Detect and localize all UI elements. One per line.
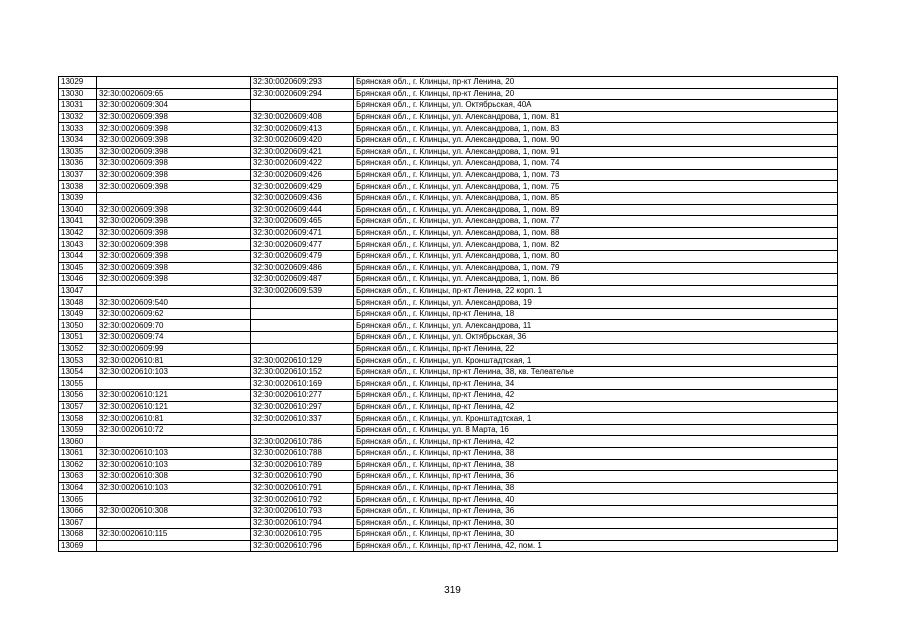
record-number-cell: 13061	[59, 448, 97, 460]
cadastral-number-cell: 32:30:0020610:792	[251, 494, 354, 506]
address-cell: Брянская обл., г. Клинцы, ул. Октябрьская, 36	[354, 332, 838, 344]
record-number-cell: 13049	[59, 308, 97, 320]
table-row	[59, 459, 838, 471]
cadastral-number-cell: 32:30:0020610:337	[251, 413, 354, 425]
address-cell: Брянская обл., г. Клинцы, пр-кт Ленина, 42	[354, 390, 838, 402]
address-cell: Брянская обл., г. Клинцы, ул. Александрова, 1, пом. 79	[354, 262, 838, 274]
table-row	[59, 517, 838, 529]
record-number-cell: 13039	[59, 192, 97, 204]
parent-cadastral-number-cell: 32:30:0020609:398	[97, 146, 251, 158]
record-number-cell: 13044	[59, 250, 97, 262]
parent-cadastral-number-cell: 32:30:0020609:70	[97, 320, 251, 332]
record-number-cell: 13043	[59, 239, 97, 251]
table-row	[59, 134, 838, 146]
record-number-cell: 13062	[59, 459, 97, 471]
parent-cadastral-number-cell: 32:30:0020610:308	[97, 471, 251, 483]
cadastral-number-cell: 32:30:0020610:169	[251, 378, 354, 390]
parent-cadastral-number-cell: 32:30:0020609:65	[97, 88, 251, 100]
parent-cadastral-number-cell: 32:30:0020610:72	[97, 424, 251, 436]
page-number: 319	[444, 585, 461, 596]
address-cell: Брянская обл., г. Клинцы, ул. Александрова, 1, пом. 90	[354, 134, 838, 146]
address-cell: Брянская обл., г. Клинцы, пр-кт Ленина, 30	[354, 517, 838, 529]
table-row	[59, 540, 838, 552]
table-row	[59, 111, 838, 123]
parent-cadastral-number-cell: 32:30:0020609:398	[97, 111, 251, 123]
record-number-cell: 13066	[59, 505, 97, 517]
table-row	[59, 158, 838, 170]
address-cell: Брянская обл., г. Клинцы, пр-кт Ленина, 40	[354, 494, 838, 506]
address-cell: Брянская обл., г. Клинцы, ул. Александрова, 1, пом. 77	[354, 216, 838, 228]
table-row	[59, 88, 838, 100]
parent-cadastral-number-cell	[97, 540, 251, 552]
parent-cadastral-number-cell: 32:30:0020610:308	[97, 505, 251, 517]
record-number-cell: 13069	[59, 540, 97, 552]
record-number-cell: 13029	[59, 77, 97, 89]
cadastral-number-cell	[251, 424, 354, 436]
cadastral-number-cell: 32:30:0020610:788	[251, 448, 354, 460]
parent-cadastral-number-cell	[97, 192, 251, 204]
address-cell: Брянская обл., г. Клинцы, пр-кт Ленина, 42	[354, 401, 838, 413]
cadastral-number-cell: 32:30:0020609:408	[251, 111, 354, 123]
address-cell: Брянская обл., г. Клинцы, ул. Александрова, 1, пом. 83	[354, 123, 838, 135]
property-registry-table	[58, 76, 838, 552]
table-row	[59, 332, 838, 344]
record-number-cell: 13036	[59, 158, 97, 170]
record-number-cell: 13068	[59, 529, 97, 541]
table-row	[59, 285, 838, 297]
parent-cadastral-number-cell: 32:30:0020609:398	[97, 216, 251, 228]
parent-cadastral-number-cell: 32:30:0020609:398	[97, 204, 251, 216]
address-cell: Брянская обл., г. Клинцы, ул. Кронштадтская, 1	[354, 355, 838, 367]
parent-cadastral-number-cell: 32:30:0020609:398	[97, 239, 251, 251]
parent-cadastral-number-cell: 32:30:0020610:103	[97, 482, 251, 494]
table-row	[59, 77, 838, 89]
record-number-cell: 13051	[59, 332, 97, 344]
cadastral-number-cell: 32:30:0020609:429	[251, 181, 354, 193]
cadastral-number-cell	[251, 100, 354, 112]
parent-cadastral-number-cell: 32:30:0020609:398	[97, 250, 251, 262]
record-number-cell: 13065	[59, 494, 97, 506]
table-row	[59, 239, 838, 251]
parent-cadastral-number-cell: 32:30:0020610:121	[97, 390, 251, 402]
address-cell: Брянская обл., г. Клинцы, ул. Кронштадтская, 1	[354, 413, 838, 425]
table-row	[59, 529, 838, 541]
record-number-cell: 13047	[59, 285, 97, 297]
address-cell: Брянская обл., г. Клинцы, пр-кт Ленина, 38	[354, 459, 838, 471]
record-number-cell: 13067	[59, 517, 97, 529]
address-cell: Брянская обл., г. Клинцы, пр-кт Ленина, 42, пом. 1	[354, 540, 838, 552]
table-row	[59, 216, 838, 228]
address-cell: Брянская обл., г. Клинцы, пр-кт Ленина, 36	[354, 505, 838, 517]
record-number-cell: 13040	[59, 204, 97, 216]
record-number-cell: 13030	[59, 88, 97, 100]
record-number-cell: 13034	[59, 134, 97, 146]
record-number-cell: 13035	[59, 146, 97, 158]
parent-cadastral-number-cell: 32:30:0020610:103	[97, 459, 251, 471]
parent-cadastral-number-cell: 32:30:0020609:99	[97, 343, 251, 355]
table-row	[59, 274, 838, 286]
address-cell: Брянская обл., г. Клинцы, ул. Александрова, 1, пом. 85	[354, 192, 838, 204]
cadastral-number-cell: 32:30:0020609:471	[251, 227, 354, 239]
cadastral-number-cell: 32:30:0020609:487	[251, 274, 354, 286]
address-cell: Брянская обл., г. Клинцы, пр-кт Ленина, 38	[354, 482, 838, 494]
address-cell: Брянская обл., г. Клинцы, ул. Александрова, 1, пом. 75	[354, 181, 838, 193]
parent-cadastral-number-cell: 32:30:0020609:304	[97, 100, 251, 112]
table-row	[59, 378, 838, 390]
table-row	[59, 146, 838, 158]
record-number-cell: 13037	[59, 169, 97, 181]
cadastral-number-cell: 32:30:0020610:152	[251, 366, 354, 378]
cadastral-number-cell	[251, 297, 354, 309]
record-number-cell: 13053	[59, 355, 97, 367]
table-row	[59, 320, 838, 332]
parent-cadastral-number-cell: 32:30:0020609:74	[97, 332, 251, 344]
cadastral-number-cell: 32:30:0020609:444	[251, 204, 354, 216]
cadastral-number-cell	[251, 320, 354, 332]
parent-cadastral-number-cell: 32:30:0020610:81	[97, 355, 251, 367]
address-cell: Брянская обл., г. Клинцы, пр-кт Ленина, 30	[354, 529, 838, 541]
parent-cadastral-number-cell: 32:30:0020609:540	[97, 297, 251, 309]
record-number-cell: 13059	[59, 424, 97, 436]
cadastral-number-cell: 32:30:0020609:479	[251, 250, 354, 262]
cadastral-number-cell	[251, 308, 354, 320]
cadastral-number-cell: 32:30:0020610:791	[251, 482, 354, 494]
table-row	[59, 204, 838, 216]
table-row	[59, 366, 838, 378]
cadastral-number-cell: 32:30:0020610:794	[251, 517, 354, 529]
record-number-cell: 13031	[59, 100, 97, 112]
address-cell: Брянская обл., г. Клинцы, ул. Александрова, 1, пом. 91	[354, 146, 838, 158]
cadastral-number-cell: 32:30:0020610:129	[251, 355, 354, 367]
address-cell: Брянская обл., г. Клинцы, пр-кт Ленина, 36	[354, 471, 838, 483]
address-cell: Брянская обл., г. Клинцы, пр-кт Ленина, 20	[354, 88, 838, 100]
record-number-cell: 13064	[59, 482, 97, 494]
cadastral-number-cell: 32:30:0020609:422	[251, 158, 354, 170]
record-number-cell: 13033	[59, 123, 97, 135]
cadastral-number-cell: 32:30:0020610:277	[251, 390, 354, 402]
address-cell: Брянская обл., г. Клинцы, пр-кт Ленина, 22 корп. 1	[354, 285, 838, 297]
cadastral-number-cell: 32:30:0020610:786	[251, 436, 354, 448]
parent-cadastral-number-cell	[97, 285, 251, 297]
record-number-cell: 13055	[59, 378, 97, 390]
record-number-cell: 13048	[59, 297, 97, 309]
record-number-cell: 13054	[59, 366, 97, 378]
record-number-cell: 13046	[59, 274, 97, 286]
parent-cadastral-number-cell: 32:30:0020610:115	[97, 529, 251, 541]
parent-cadastral-number-cell	[97, 436, 251, 448]
parent-cadastral-number-cell	[97, 517, 251, 529]
record-number-cell: 13038	[59, 181, 97, 193]
cadastral-number-cell: 32:30:0020610:297	[251, 401, 354, 413]
address-cell: Брянская обл., г. Клинцы, пр-кт Ленина, 20	[354, 77, 838, 89]
table-row	[59, 494, 838, 506]
record-number-cell: 13042	[59, 227, 97, 239]
cadastral-number-cell: 32:30:0020610:793	[251, 505, 354, 517]
record-number-cell: 13041	[59, 216, 97, 228]
address-cell: Брянская обл., г. Клинцы, пр-кт Ленина, 34	[354, 378, 838, 390]
table-row	[59, 471, 838, 483]
parent-cadastral-number-cell	[97, 494, 251, 506]
record-number-cell: 13060	[59, 436, 97, 448]
address-cell: Брянская обл., г. Клинцы, ул. Александрова, 1, пом. 81	[354, 111, 838, 123]
parent-cadastral-number-cell: 32:30:0020609:62	[97, 308, 251, 320]
parent-cadastral-number-cell: 32:30:0020610:121	[97, 401, 251, 413]
address-cell: Брянская обл., г. Клинцы, ул. Александрова, 1, пом. 88	[354, 227, 838, 239]
parent-cadastral-number-cell: 32:30:0020609:398	[97, 123, 251, 135]
cadastral-number-cell: 32:30:0020609:413	[251, 123, 354, 135]
parent-cadastral-number-cell: 32:30:0020610:103	[97, 448, 251, 460]
address-cell: Брянская обл., г. Клинцы, ул. Александрова, 1, пом. 82	[354, 239, 838, 251]
parent-cadastral-number-cell: 32:30:0020609:398	[97, 134, 251, 146]
cadastral-number-cell: 32:30:0020609:293	[251, 77, 354, 89]
record-number-cell: 13050	[59, 320, 97, 332]
table-row	[59, 448, 838, 460]
table-row	[59, 390, 838, 402]
record-number-cell: 13057	[59, 401, 97, 413]
record-number-cell: 13056	[59, 390, 97, 402]
address-cell: Брянская обл., г. Клинцы, пр-кт Ленина, 42	[354, 436, 838, 448]
cadastral-number-cell: 32:30:0020609:420	[251, 134, 354, 146]
parent-cadastral-number-cell: 32:30:0020609:398	[97, 227, 251, 239]
address-cell: Брянская обл., г. Клинцы, пр-кт Ленина, 18	[354, 308, 838, 320]
parent-cadastral-number-cell: 32:30:0020609:398	[97, 262, 251, 274]
table-row	[59, 227, 838, 239]
parent-cadastral-number-cell: 32:30:0020609:398	[97, 181, 251, 193]
table-row	[59, 413, 838, 425]
parent-cadastral-number-cell: 32:30:0020609:398	[97, 274, 251, 286]
table-row	[59, 192, 838, 204]
address-cell: Брянская обл., г. Клинцы, ул. Александрова, 1, пом. 74	[354, 158, 838, 170]
table-row	[59, 100, 838, 112]
parent-cadastral-number-cell	[97, 77, 251, 89]
address-cell: Брянская обл., г. Клинцы, ул. Александрова, 1, пом. 89	[354, 204, 838, 216]
table-row	[59, 505, 838, 517]
address-cell: Брянская обл., г. Клинцы, ул. Александрова, 1, пом. 73	[354, 169, 838, 181]
cadastral-number-cell: 32:30:0020610:790	[251, 471, 354, 483]
parent-cadastral-number-cell: 32:30:0020610:103	[97, 366, 251, 378]
cadastral-number-cell: 32:30:0020609:486	[251, 262, 354, 274]
address-cell: Брянская обл., г. Клинцы, ул. Александрова, 11	[354, 320, 838, 332]
table-row	[59, 424, 838, 436]
table-row	[59, 343, 838, 355]
table-row	[59, 297, 838, 309]
table-row	[59, 181, 838, 193]
table-row	[59, 262, 838, 274]
cadastral-number-cell: 32:30:0020609:294	[251, 88, 354, 100]
registry-table-body	[59, 77, 838, 552]
cadastral-number-cell: 32:30:0020609:426	[251, 169, 354, 181]
address-cell: Брянская обл., г. Клинцы, пр-кт Ленина, 38, кв. Телеателье	[354, 366, 838, 378]
record-number-cell: 13045	[59, 262, 97, 274]
table-row	[59, 250, 838, 262]
record-number-cell: 13032	[59, 111, 97, 123]
address-cell: Брянская обл., г. Клинцы, ул. Александрова, 1, пом. 86	[354, 274, 838, 286]
cadastral-number-cell	[251, 332, 354, 344]
table-row	[59, 123, 838, 135]
cadastral-number-cell: 32:30:0020609:421	[251, 146, 354, 158]
address-cell: Брянская обл., г. Клинцы, ул. Александрова, 1, пом. 80	[354, 250, 838, 262]
parent-cadastral-number-cell	[97, 378, 251, 390]
table-row	[59, 401, 838, 413]
cadastral-number-cell: 32:30:0020610:789	[251, 459, 354, 471]
table-row	[59, 436, 838, 448]
table-row	[59, 308, 838, 320]
address-cell: Брянская обл., г. Клинцы, пр-кт Ленина, 38	[354, 448, 838, 460]
cadastral-number-cell: 32:30:0020609:436	[251, 192, 354, 204]
cadastral-number-cell: 32:30:0020610:796	[251, 540, 354, 552]
cadastral-number-cell: 32:30:0020609:477	[251, 239, 354, 251]
table-row	[59, 482, 838, 494]
table-row	[59, 169, 838, 181]
address-cell: Брянская обл., г. Клинцы, пр-кт Ленина, 22	[354, 343, 838, 355]
record-number-cell: 13052	[59, 343, 97, 355]
address-cell: Брянская обл., г. Клинцы, ул. 8 Марта, 16	[354, 424, 838, 436]
address-cell: Брянская обл., г. Клинцы, ул. Александрова, 19	[354, 297, 838, 309]
cadastral-number-cell: 32:30:0020609:465	[251, 216, 354, 228]
record-number-cell: 13063	[59, 471, 97, 483]
parent-cadastral-number-cell: 32:30:0020609:398	[97, 169, 251, 181]
address-cell: Брянская обл., г. Клинцы, ул. Октябрьская, 40А	[354, 100, 838, 112]
cadastral-number-cell	[251, 343, 354, 355]
cadastral-number-cell: 32:30:0020609:539	[251, 285, 354, 297]
parent-cadastral-number-cell: 32:30:0020610:81	[97, 413, 251, 425]
record-number-cell: 13058	[59, 413, 97, 425]
table-row	[59, 355, 838, 367]
cadastral-number-cell: 32:30:0020610:795	[251, 529, 354, 541]
parent-cadastral-number-cell: 32:30:0020609:398	[97, 158, 251, 170]
